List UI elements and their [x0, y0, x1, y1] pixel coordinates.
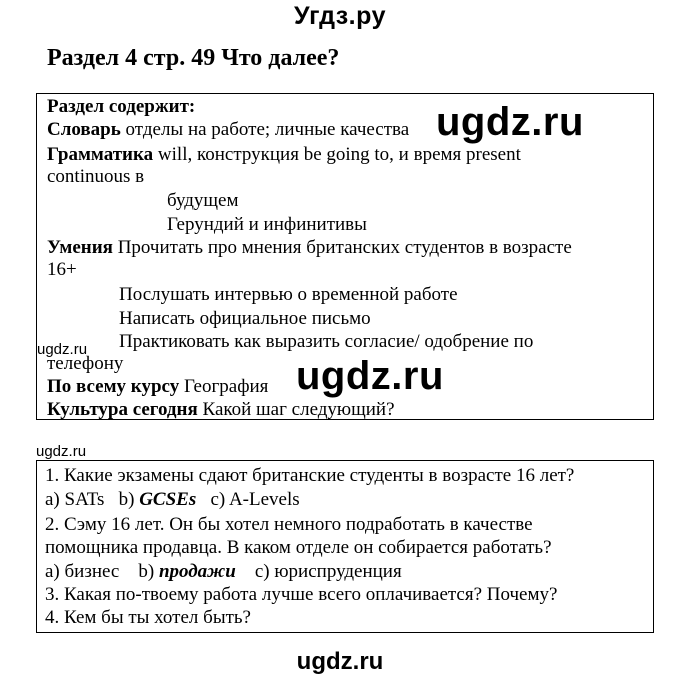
q2-option-c: c) юриспруденция: [254, 561, 402, 582]
question-2-line-1: 2. Сэму 16 лет. Он бы хотел немного подработать в качестве: [45, 514, 533, 535]
site-header: Угдз.ру: [294, 2, 386, 30]
watermark-small-left: ugdz.ru: [37, 341, 88, 358]
vocab-label: Словарь: [47, 119, 121, 140]
q1-option-b-prefix: b): [118, 489, 135, 510]
page-title: Раздел 4 стр. 49 Что далее?: [47, 45, 340, 71]
watermark-top: ugdz.ru: [436, 100, 584, 144]
contents-heading: Раздел содержит:: [47, 96, 196, 117]
question-1: 1. Какие экзамены сдают британские студенты в возрасте 16 лет?: [45, 465, 575, 486]
grammar-cont: continuous в: [47, 166, 145, 187]
q1-option-b: GCSEs: [139, 489, 197, 510]
q2-option-b: продажи: [158, 561, 236, 582]
q1-option-c: c) A-Levels: [210, 489, 300, 510]
vocab-line: [47, 119, 409, 141]
skills-text: Прочитать про мнения британских студентов в возрасте: [117, 237, 572, 258]
watermark-middle: ugdz.ru: [296, 354, 444, 398]
site-footer: ugdz.ru: [296, 648, 384, 675]
grammar-future: будущем: [167, 190, 239, 211]
skills-practice-cont: телефону: [47, 353, 124, 374]
skills-listen: Послушать интервью о временной работе: [119, 284, 458, 305]
skills-line: [47, 237, 572, 259]
watermark-small-above-box: ugdz.ru: [36, 443, 87, 460]
q1-option-a: a) SATs: [45, 489, 105, 510]
skills-label: Умения: [47, 237, 113, 258]
q2-option-b-prefix: b): [138, 561, 155, 582]
question-2-options: [45, 561, 402, 583]
course-label: По всему курсу: [47, 376, 180, 397]
grammar-label: Грамматика: [47, 144, 154, 165]
grammar-line: [47, 144, 521, 166]
skills-cont: 16+: [47, 259, 77, 280]
course-line: [47, 376, 268, 398]
question-3: 3. Какая по-твоему работа лучше всего оплачивается? Почему?: [45, 584, 558, 605]
question-1-options: [45, 489, 300, 511]
grammar-gerund: Герундий и инфинитивы: [167, 214, 367, 235]
culture-line: [47, 399, 395, 421]
q2-option-a: а) бизнес: [45, 561, 120, 582]
question-4: 4. Кем бы ты хотел быть?: [45, 607, 251, 628]
question-2-line-2: помощника продавца. В каком отделе он собирается работать?: [45, 537, 552, 558]
skills-write: Написать официальное письмо: [119, 308, 371, 329]
culture-label: Культура сегодня: [47, 399, 198, 420]
vocab-text: отделы на работе; личные качества: [125, 119, 410, 140]
grammar-text: will, конструкция be going to, и время present: [157, 144, 521, 165]
skills-practice: Практиковать как выразить согласие/ одобрение по: [119, 331, 534, 352]
course-text: География: [184, 376, 269, 397]
culture-text: Какой шаг следующий?: [202, 399, 395, 420]
